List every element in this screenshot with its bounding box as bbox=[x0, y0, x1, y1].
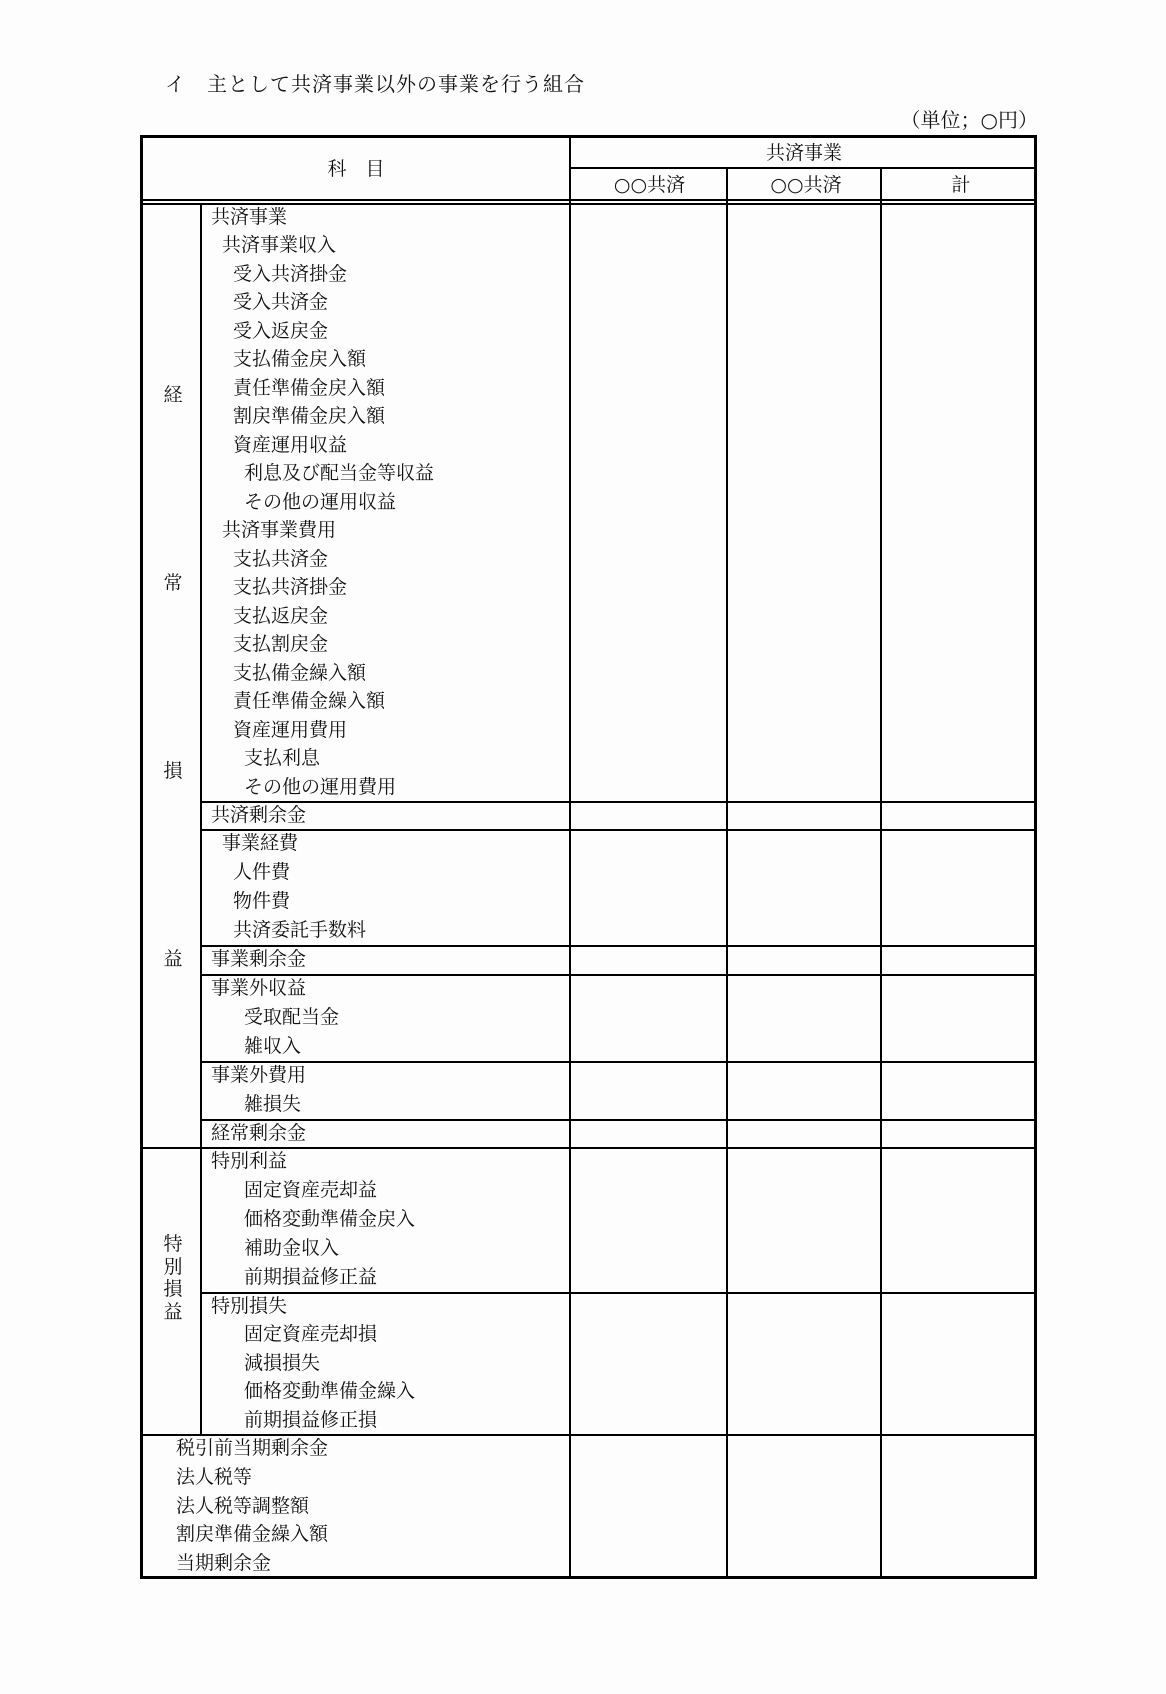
account-label: その他の運用費用 bbox=[244, 775, 397, 798]
column-divider bbox=[880, 167, 882, 1576]
account-label: 法人税等調整額 bbox=[176, 1494, 310, 1517]
account-label: 法人税等 bbox=[176, 1465, 253, 1488]
document-title: イ 主として共済事業以外の事業を行う組合 bbox=[165, 72, 585, 96]
account-label: 事業経費 bbox=[222, 832, 299, 854]
account-label: 物件費 bbox=[233, 890, 291, 912]
account-label: 責任準備金戻入額 bbox=[233, 376, 386, 399]
account-label: 特別損失 bbox=[211, 1295, 288, 1317]
account-label: 支払備金繰入額 bbox=[233, 661, 367, 684]
row-divider bbox=[200, 945, 1034, 947]
row-divider bbox=[200, 1119, 1034, 1121]
account-label: 共済事業費用 bbox=[222, 519, 337, 542]
account-label: 共済事業 bbox=[211, 206, 288, 228]
account-label: 経常剰余金 bbox=[211, 1122, 307, 1144]
header-group: 共済事業 bbox=[765, 142, 842, 164]
section-label-special: 別 bbox=[163, 1255, 183, 1278]
divider bbox=[569, 167, 1037, 169]
account-label: 事業外費用 bbox=[211, 1064, 307, 1086]
account-label: 前期損益修正損 bbox=[244, 1408, 378, 1431]
section-divider bbox=[200, 203, 202, 1434]
account-label: 受入共済掛金 bbox=[233, 262, 348, 285]
account-label: 割戻準備金繰入額 bbox=[176, 1523, 329, 1546]
account-label: 受入共済金 bbox=[233, 291, 329, 314]
account-label: 共済剰余金 bbox=[211, 804, 307, 826]
account-label: 前期損益修正益 bbox=[244, 1266, 378, 1288]
account-label: 利息及び配当金等収益 bbox=[244, 462, 435, 485]
unit-note: （単位；○円） bbox=[900, 108, 1038, 132]
row-divider bbox=[200, 1061, 1034, 1063]
account-label: 共済事業収入 bbox=[222, 234, 337, 257]
account-label: 支払備金戻入額 bbox=[233, 348, 367, 371]
column-divider bbox=[726, 167, 728, 1576]
account-label: 支払割戻金 bbox=[233, 633, 329, 656]
account-label: 減損損失 bbox=[244, 1351, 321, 1374]
account-label: その他の運用収益 bbox=[244, 490, 397, 513]
account-label: 支払共済掛金 bbox=[233, 576, 348, 599]
section-label-ordinary: 損 bbox=[163, 760, 183, 782]
account-label: 割戻準備金戻入額 bbox=[233, 405, 386, 428]
section-label-special: 特 bbox=[163, 1233, 183, 1255]
account-label: 資産運用費用 bbox=[233, 718, 348, 741]
row-divider bbox=[200, 801, 1034, 803]
account-label: 事業外収益 bbox=[211, 977, 307, 999]
account-label: 人件費 bbox=[233, 861, 291, 883]
account-label: 雑収入 bbox=[244, 1035, 302, 1057]
account-label: 支払利息 bbox=[244, 747, 321, 770]
column-divider bbox=[569, 138, 571, 1576]
header-column-1: ○○共済 bbox=[613, 174, 686, 196]
header-column-2: ○○共済 bbox=[770, 174, 842, 196]
divider bbox=[143, 199, 1034, 201]
account-label: 当期剰余金 bbox=[176, 1552, 272, 1575]
row-divider bbox=[200, 974, 1034, 976]
account-label: 支払返戻金 bbox=[233, 604, 329, 627]
account-label: 固定資産売却損 bbox=[244, 1323, 378, 1346]
section-label-ordinary: 経 bbox=[163, 384, 183, 406]
row-divider bbox=[200, 1292, 1034, 1294]
account-label: 受取配当金 bbox=[244, 1006, 340, 1028]
row-divider bbox=[200, 829, 1034, 831]
header-column-total: 計 bbox=[951, 174, 971, 196]
account-label: 事業剰余金 bbox=[211, 948, 307, 970]
account-label: 補助金収入 bbox=[244, 1237, 340, 1259]
account-label: 雑損失 bbox=[244, 1093, 302, 1115]
section-label-special: 益 bbox=[163, 1300, 183, 1323]
account-label: 価格変動準備金戻入 bbox=[244, 1208, 416, 1230]
account-label: 特別利益 bbox=[211, 1150, 288, 1172]
header-subject: 科 目 bbox=[327, 158, 385, 180]
account-label: 支払共済金 bbox=[233, 547, 329, 570]
income-statement-table bbox=[140, 135, 1037, 1579]
section-label-ordinary: 常 bbox=[163, 572, 183, 594]
section-label-ordinary: 益 bbox=[163, 948, 183, 970]
account-label: 責任準備金繰入額 bbox=[233, 690, 386, 713]
account-label: 固定資産売却益 bbox=[244, 1179, 378, 1201]
account-label: 受入返戻金 bbox=[233, 319, 329, 342]
account-label: 共済委託手数料 bbox=[233, 919, 367, 941]
account-label: 資産運用収益 bbox=[233, 433, 348, 456]
section-label-special: 損 bbox=[163, 1278, 183, 1300]
account-label: 税引前当期剰余金 bbox=[176, 1437, 329, 1459]
account-label: 価格変動準備金繰入 bbox=[244, 1380, 416, 1403]
